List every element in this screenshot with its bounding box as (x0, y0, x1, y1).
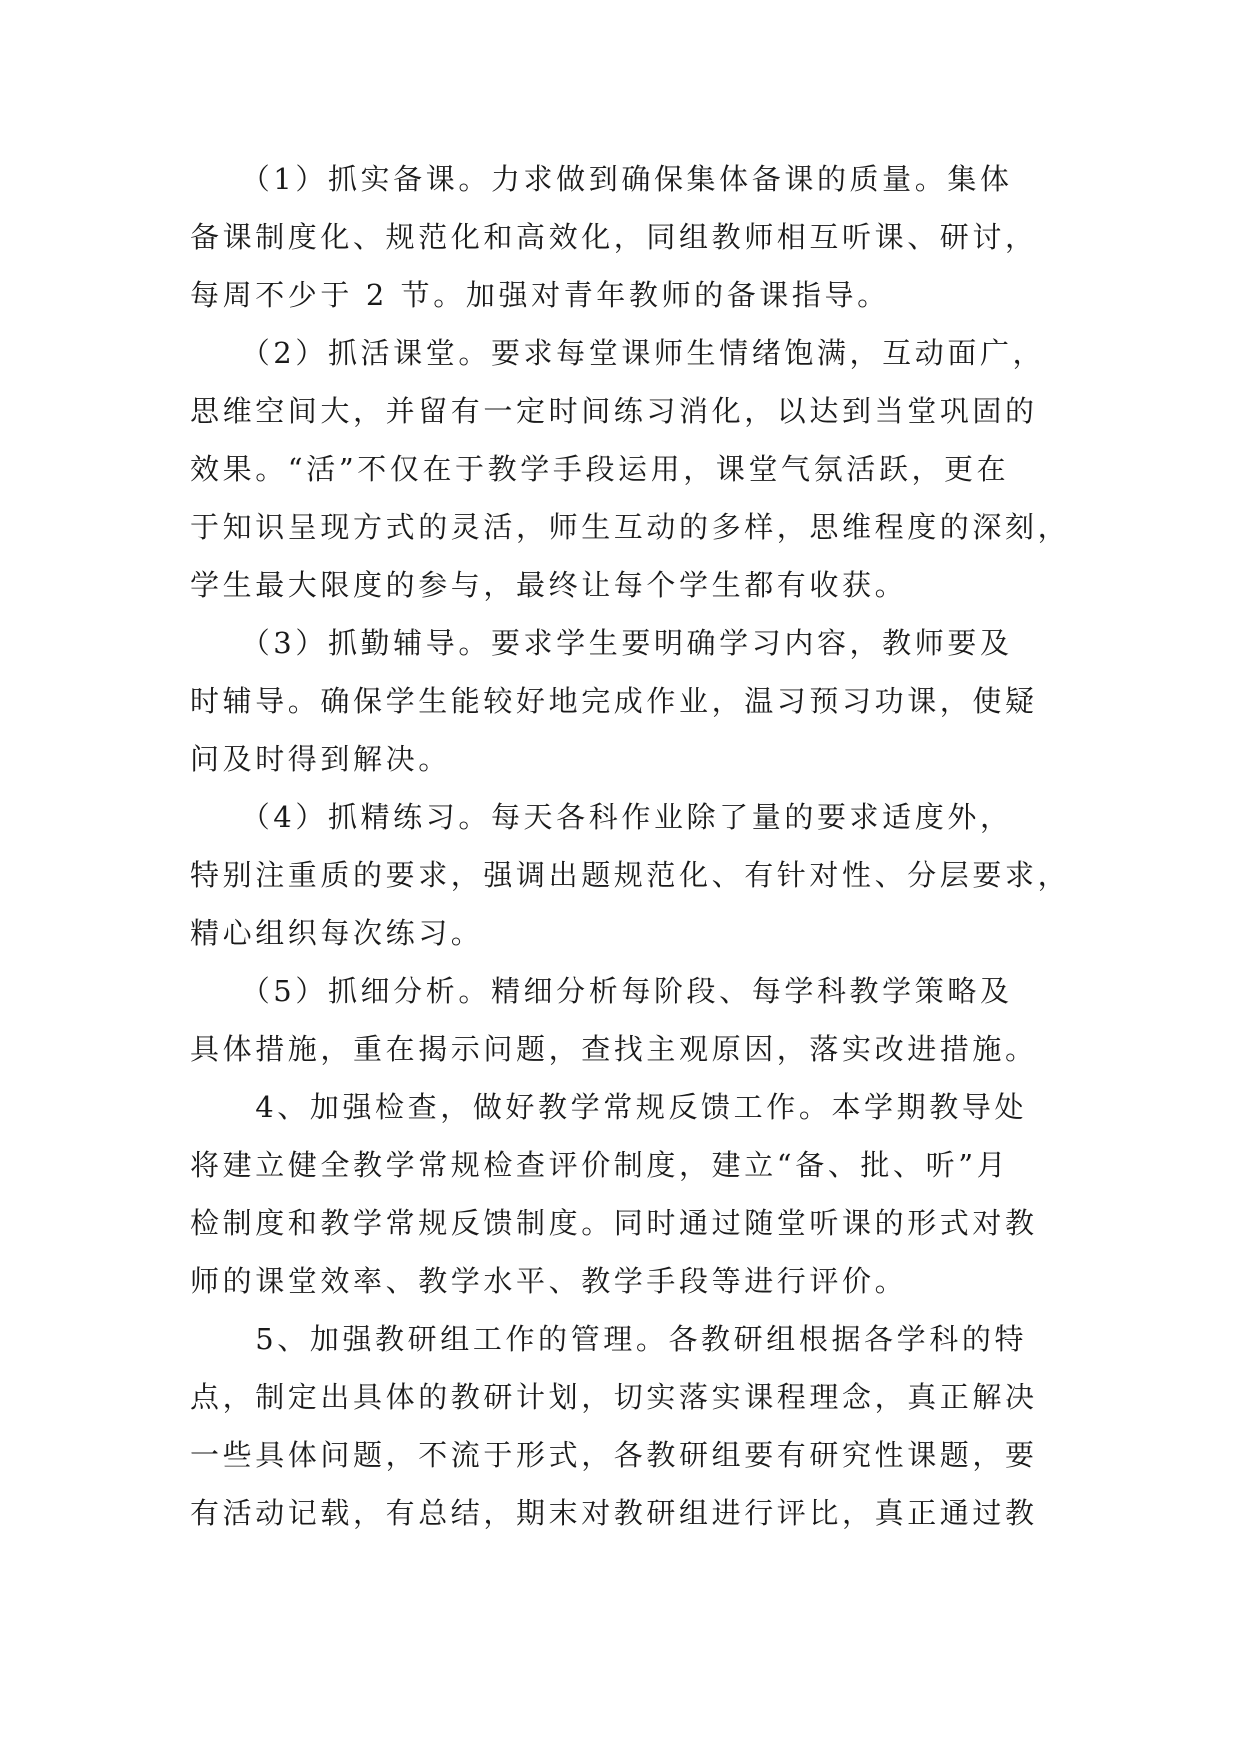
text-line: 每周不少于 2 节。加强对青年教师的备课指导。 (190, 278, 890, 312)
text-line: 将建立健全教学常规检查评价制度，建立“备、批、听”月 (190, 1148, 1010, 1182)
text-line: 一些具体问题，不流于形式，各教研组要有研究性课题，要 (190, 1438, 1038, 1472)
text-line: 检制度和教学常规反馈制度。同时通过随堂听课的形式对教 (190, 1206, 1038, 1240)
text-line: （4）抓精练习。每天各科作业除了量的要求适度外， (190, 800, 1013, 834)
text-line: 思维空间大，并留有一定时间练习消化，以达到当堂巩固的 (190, 394, 1038, 428)
text-line: （2）抓活课堂。要求每堂课师生情绪饱满，互动面广， (190, 336, 1046, 370)
text-line: 师的课堂效率、教学水平、教学手段等进行评价。 (190, 1264, 908, 1298)
text-line: 点，制定出具体的教研计划，切实落实课程理念，真正解决 (190, 1380, 1038, 1414)
text-line: 学生最大限度的参与，最终让每个学生都有收获。 (190, 568, 908, 602)
text-line: 备课制度化、规范化和高效化，同组教师相互听课、研讨， (190, 220, 1038, 254)
text-line: 具体措施，重在揭示问题，查找主观原因，落实改进措施。 (190, 1032, 1038, 1066)
text-line: 效果。“活”不仅在于教学手段运用，课堂气氛活跃，更在 (190, 452, 1010, 486)
document-body (190, 150, 1071, 1542)
text-line: 5、加强教研组工作的管理。各教研组根据各学科的特 (190, 1322, 1028, 1356)
text-line: 特别注重质的要求，强调出题规范化、有针对性、分层要求， (190, 858, 1071, 892)
text-line: （1）抓实备课。力求做到确保集体备课的质量。集体 (190, 162, 1013, 196)
text-line: 于知识呈现方式的灵活，师生互动的多样，思维程度的深刻， (190, 510, 1071, 544)
text-line: （5）抓细分析。精细分析每阶段、每学科教学策略及 (190, 974, 1013, 1008)
text-line: 4、加强检查，做好教学常规反馈工作。本学期教导处 (190, 1090, 1028, 1124)
text-line: 有活动记载，有总结，期末对教研组进行评比，真正通过教 (190, 1496, 1038, 1530)
text-line: （3）抓勤辅导。要求学生要明确学习内容，教师要及 (190, 626, 1013, 660)
text-line: 问及时得到解决。 (190, 742, 451, 776)
text-line: 时辅导。确保学生能较好地完成作业，温习预习功课，使疑 (190, 684, 1038, 718)
text-line: 精心组织每次练习。 (190, 916, 484, 950)
